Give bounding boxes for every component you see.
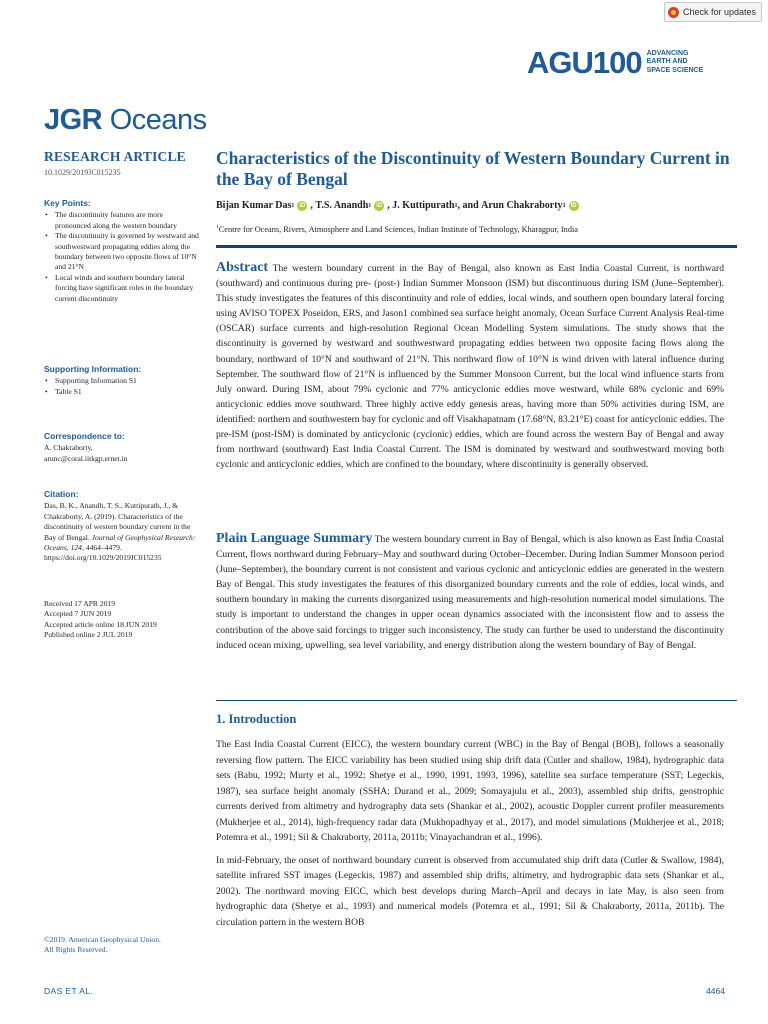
date-accepted: Accepted 7 JUN 2019 — [44, 609, 112, 619]
author-name: J. Kuttipurath — [392, 200, 455, 211]
abstract-text: The western boundary current in the Bay of Bengal, also known as East India Coastal Current, is northward (southward) and continuous during pre- (post-) Indian Summer Monsoon (ISM) but discontinuous during ISM (June–September). This study investigates the features of this discontinuity and role of eddies, local winds, and southern open boundary lateral forcing using AVISO TOPEX Poseidon, ERS, and Jason1 combined sea surface height anomaly, Ocean Surface Current Analysis Real-time (OSCAR) surface currents and high-resolution Regional Ocean Modelling System simulations. The study shows that the discontinuity is governed by westward and southwestward propagating eddies between two opposite facing flows along the boundary, northward of 10°N and southward of 21°N. This northward flow of 10°N is wind driven with lateral influence during September. The southward flow of 21°N is influenced by the Summer Monsoon Current, but the local wind influence starts from July onward. During ISM, about 79% cyclonic and 77% anticyclonic eddies move westward, while 68% cyclonic and 69% anticyclonic eddies move southward. Three highly active eddy genesis areas, having more than 50% activities during ISM, are identified: northern and southwestern bay for cyclonic and off Visakhapatnam (17.68°N, 83.21°E) coast for anticyclonic eddies. The pre-ISM (post-ISM) is dominated by anticyclonic (cyclonic) eddies, which are found across the western Bay of Bengal and away from northward (southward) East India Coastal Current. The ISM is dominated by westward and southwestward moving both cyclonic and anticyclonic eddies, which are confined to the boundary, where discontinuity is generally observed. — [216, 263, 724, 471]
key-points — [44, 198, 199, 304]
agu-logo-mark: AGU100 — [527, 45, 642, 80]
check-for-updates-label: Check for updates — [682, 7, 756, 17]
paragraph: The East India Coastal Current (EICC), the western boundary current (WBC) in the Bay of Bengal (BOB), follows a seasonally reversing flow pattern. The EICC variability has been studied using ship drift data (Cutler and shallow, 1984), hydrographic data sets (Babu, 1992; Murty et al., 1992; Shetye et al., 1990, 1991, 1993, 1996), satellite sea surface temperature (SST; Legeckis, 1987), sea surface height anomaly (SSHA; Durand et al., 2009; Somayajulu et al., 2003), assembled ship drifts, geostrophic currents derived from altimetry and hydrography data sets (Shankar et al., 2002), acoustic Doppler current profiler measurements (Mukherjee et al., 2014), high-frequency radar data (Mukhopadhyay et al., 2017), and model simulations (Mukherjee et al., 2018; Potemra et al., 1991; Sil & Chakraborty, 2011a, 2011b; Vinayachandran et al., 1996). — [216, 739, 724, 843]
correspondence-name: A. Chakraborty, — [44, 443, 93, 453]
article-doi[interactable]: 10.1029/2019JC015235 — [44, 168, 121, 177]
date-online: Accepted article online 18 JUN 2019 — [44, 619, 157, 629]
supporting-information — [44, 364, 199, 397]
header-rule — [216, 245, 737, 248]
article-type: RESEARCH ARTICLE — [44, 149, 186, 164]
orcid-icon[interactable]: iD — [299, 202, 306, 209]
update-icon — [668, 7, 679, 18]
citation-heading: Citation: — [44, 489, 79, 499]
running-footer-authors: DAS ET AL. — [44, 986, 94, 996]
section-rule — [216, 700, 737, 701]
page-number: 4464 — [706, 986, 725, 996]
pls-heading: Plain Language Summary — [216, 531, 373, 546]
agu-logo — [527, 47, 727, 78]
supporting-heading: Supporting Information: — [44, 364, 142, 374]
citation — [44, 489, 199, 564]
paragraph: In mid-February, the onset of northward boundary current is observed from accumulated ship drift data (Cutler & Swallow, 1984), satellite infrared SST images (Legeckis, 1987) and assembled ship drifts, altimetry, and hydrographic data sets (Shankar et al., 2002). The northward moving EICC, which best develops during March–April and decays in late May, is also seen from hydrographic data (Shetye et al., 1993) and numerical models (Potemra et al., 1991; Sil & Chakraborty, 2011a, 2011b). The circulation pattern in the western BOB — [216, 854, 724, 928]
supporting-link[interactable]: • Supporting Information S1 — [44, 376, 199, 386]
key-point-item: • The discontinuity is governed by westward and southwestward propagating eddies along the boundary between two opposite flows of 10°N and 21°N — [44, 231, 199, 273]
author-list: Bijan Kumar Das 1 iD , T.S. Anandh 1 iD , J. Kuttipurath 1 , and Arun Chakraborty 1 iD — [216, 200, 577, 211]
affiliation: $^1$Centre for Oceans, Rivers, Atmosphere and Land Sciences, Indian Institute of Technology, Kharagpur, India — [216, 224, 578, 234]
abstract-heading: Abstract — [216, 260, 269, 275]
pls-text: The western boundary current in Bay of Bengal, which is also known as East India Coastal Current, flows northward during February–May and southward during October–December. During Indian Summer Monsoon period (June–September), the boundary current is not consistent and various cyclonic and anticyclonic eddies are generated in the western Bay of Bengal. This study investigates the features of this disorganized boundary currents and the role of eddies, local winds, and southern boundary in making the currents disorganized using measurements and high-resolution numerical model simulations. The study is important to understand the changes in upper ocean dynamics associated with the inconsistent flow and to assess the contribution of the above said forcings to trigger such inconsistency. The study can further be used to understand the discontinuity induced ocean mixing, upwelling, sea level variability, and energy distribution along the western boundary of Bay of Bengal. — [216, 534, 724, 651]
author-name: Arun Chakraborty — [481, 200, 563, 211]
orcid-icon[interactable]: iD — [570, 202, 577, 209]
abstract — [216, 260, 724, 472]
article-title: Characteristics of the Discontinuity of Western Boundary Current in the Bay of Bengal — [216, 148, 730, 189]
author-name: Bijan Kumar Das — [216, 200, 292, 211]
journal-name: JGR Oceans — [44, 104, 207, 136]
correspondence-email[interactable]: arunc@coral.iitkgp.ernet.in — [44, 453, 128, 463]
correspondence-heading: Correspondence to: — [44, 431, 125, 441]
key-point-item: • The discontinuity features are more pronounced along the western boundary — [44, 210, 199, 231]
supporting-link[interactable]: • Table S1 — [44, 387, 199, 397]
orcid-icon[interactable]: iD — [376, 202, 383, 209]
key-points-heading: Key Points: — [44, 198, 91, 208]
key-point-item: • Local winds and southern boundary lateral forcing have significant roles in the boundary current discontinuity — [44, 273, 199, 304]
citation-text: Das, B. K., Anandh, T. S., Kuttipurath, J., & Chakraborty, A. (2019). Characteristics of the discontinuity of western boundary current in the Bay of Bengal. Journal of Geophysical Research: Oceans, 124, 4464–4479. https://doi.org/10.1029/2019JC015235 — [44, 501, 196, 563]
introduction-body — [216, 737, 724, 937]
agu-tagline: ADVANCING EARTH AND SPACE SCIENCE — [646, 49, 704, 74]
date-published: Published online 2 JUL 2019 — [44, 630, 133, 640]
article-dates — [44, 599, 204, 641]
copyright: ©2019. American Geophysical Union. All Rights Reserved. — [44, 935, 161, 955]
check-for-updates-button[interactable] — [664, 2, 762, 22]
correspondence — [44, 431, 199, 464]
author-name: T.S. Anandh — [315, 200, 369, 211]
plain-language-summary — [216, 531, 724, 653]
introduction-heading: 1. Introduction — [216, 712, 297, 726]
date-received: Received 17 APR 2019 — [44, 599, 116, 608]
